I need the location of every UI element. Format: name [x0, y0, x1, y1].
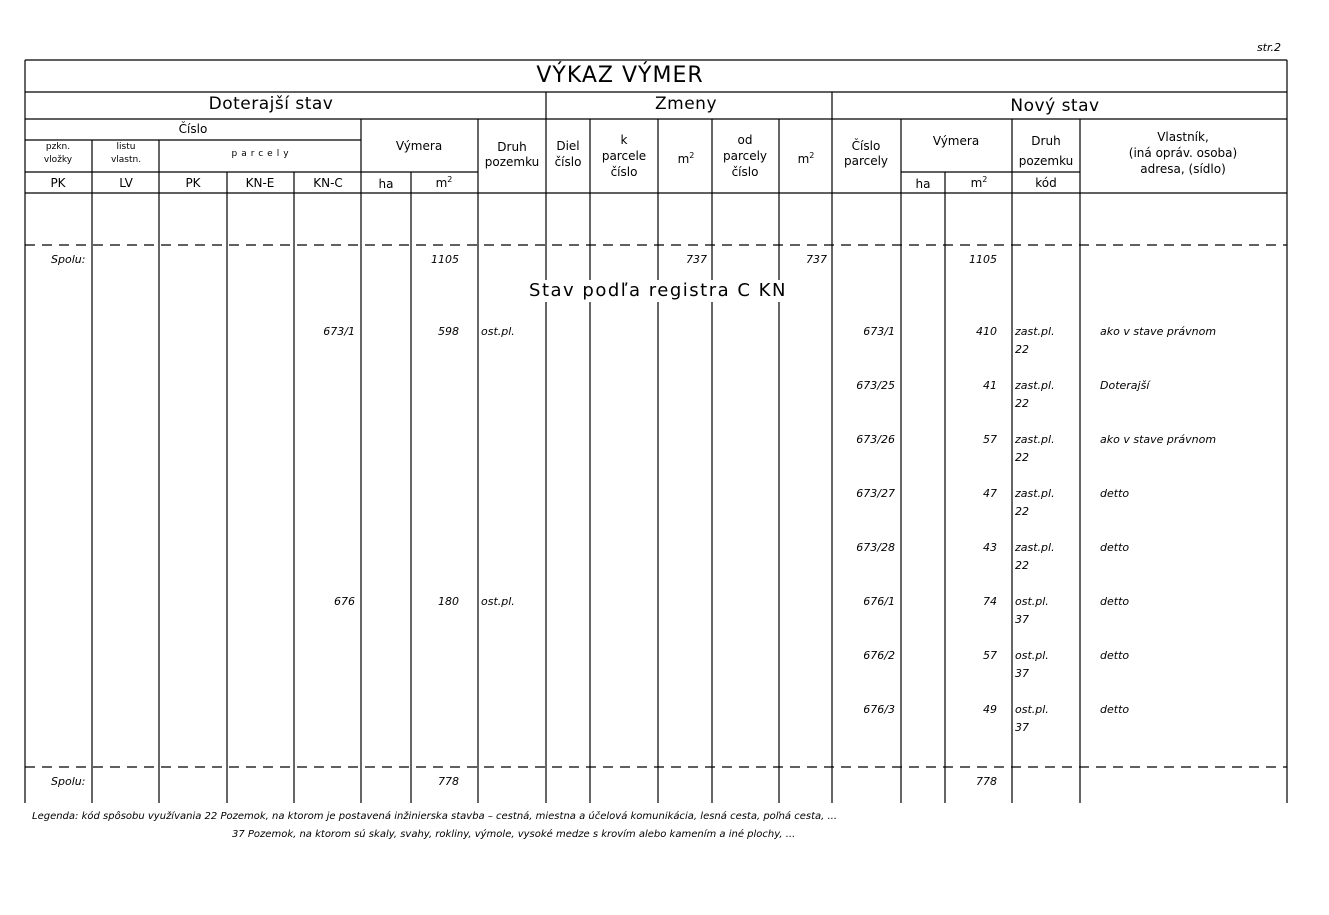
header-diel: Diel [556, 139, 580, 153]
row-owner: detto [1100, 649, 1130, 662]
row-new-m2: 43 [983, 541, 997, 554]
row-new-kod: 22 [1015, 343, 1029, 356]
spolu-bottom-old-m2: 778 [438, 775, 459, 788]
row-owner: detto [1100, 703, 1130, 716]
spolu-top-old-m2: 1105 [431, 253, 459, 266]
row-new-parcela: 673/1 [863, 325, 895, 338]
row-new-m2: 49 [983, 703, 997, 716]
spolu-top-od-m2: 737 [806, 253, 827, 266]
row-new-parcela: 673/28 [856, 541, 895, 554]
header-vlozky: vložky [43, 155, 73, 165]
legend-line-2: 37 Pozemok, na ktorom sú skaly, svahy, rokliny, výmole, vysoké medze s krovím alebo kamením a iné plochy, ... [232, 829, 796, 840]
spolu-bottom-new-m2: 778 [976, 775, 997, 788]
header-diel-cislo: číslo [554, 155, 582, 169]
row-owner: detto [1100, 487, 1130, 500]
header-kod: kód [1035, 176, 1057, 190]
header-od: od [737, 133, 753, 147]
row-new-m2: 74 [983, 595, 997, 608]
header-novy-vymera: Výmera [932, 134, 980, 148]
header-kn-c: KN-C [313, 176, 343, 190]
header-m2-old: $m^2$ [435, 175, 453, 190]
row-new-druh: zast.pl. [1015, 379, 1055, 392]
row-new-kod: 22 [1015, 559, 1029, 572]
section-zmeny: Zmeny [655, 94, 717, 114]
header-k-parcele: parcele [601, 149, 647, 163]
row-new-m2: 47 [983, 487, 997, 500]
header-m2-new: $m^2$ [970, 175, 988, 190]
row-owner: detto [1100, 595, 1130, 608]
header-k-cislo: číslo [610, 165, 638, 179]
row-new-kod: 37 [1015, 613, 1029, 626]
row-new-m2: 57 [983, 433, 997, 446]
header-novy-parcely: parcely [843, 154, 889, 168]
header-listu: listu [116, 142, 136, 152]
header-novy-ha: ha [915, 177, 931, 191]
row-owner: ako v stave právnom [1100, 433, 1217, 446]
row-new-m2: 410 [976, 325, 997, 338]
spolu-bottom-label: Spolu: [51, 775, 86, 788]
row-new-m2: 57 [983, 649, 997, 662]
row-new-druh: zast.pl. [1015, 325, 1055, 338]
row-new-parcela: 673/26 [856, 433, 895, 446]
row-new-parcela: 673/25 [856, 379, 895, 392]
spolu-top-label: Spolu: [51, 253, 86, 266]
row-new-druh: ost.pl. [1015, 703, 1049, 716]
row-new-druh: zast.pl. [1015, 487, 1055, 500]
document-title: VÝKAZ VÝMER [536, 63, 704, 88]
spolu-top-k-m2: 737 [686, 253, 707, 266]
header-lv: LV [119, 176, 133, 190]
row-old-druh: ost.pl. [481, 595, 515, 608]
row-new-druh: zast.pl. [1015, 433, 1055, 446]
row-old-druh: ost.pl. [481, 325, 515, 338]
header-adresa: adresa, (sídlo) [1140, 162, 1226, 176]
header-novy-druh: Druh [1031, 134, 1061, 148]
header-ha: ha [378, 177, 394, 191]
header-pk: PK [50, 176, 66, 190]
spolu-top-new-m2: 1105 [969, 253, 997, 266]
header-m2-k: $m^2$ [677, 151, 695, 166]
row-new-kod: 22 [1015, 397, 1029, 410]
row-old-m2: 598 [438, 325, 459, 338]
header-pzkn: pzkn. [45, 142, 71, 152]
row-new-kod: 37 [1015, 721, 1029, 734]
header-novy-pozemku: pozemku [1018, 154, 1074, 168]
header-druh: Druh [497, 140, 527, 154]
row-new-parcela: 676/1 [863, 595, 895, 608]
header-k: k [620, 133, 628, 147]
header-kn-e: KN-E [245, 176, 275, 190]
row-new-parcela: 673/27 [856, 487, 895, 500]
header-vlastnik: Vlastník, [1157, 130, 1209, 144]
header-opravnena-osoba: (iná opráv. osoba) [1128, 146, 1238, 160]
row-old-m2: 180 [438, 595, 459, 608]
row-new-parcela: 676/3 [863, 703, 895, 716]
stav-registra-label: Stav podľa registra C KN [523, 280, 793, 302]
row-new-druh: zast.pl. [1015, 541, 1055, 554]
row-new-kod: 22 [1015, 451, 1029, 464]
header-pozemku: pozemku [484, 155, 540, 169]
row-new-m2: 41 [983, 379, 997, 392]
header-od-cislo: číslo [731, 165, 759, 179]
legend-line-1: Legenda: kód spôsobu využívania 22 Pozemok, na ktorom je postavená inžinierska stavba – cestná, miestna a účelová komunikácia, lesná cesta, poľná cesta, ... [32, 811, 838, 822]
row-new-parcela: 676/2 [863, 649, 895, 662]
header-vymera: Výmera [395, 139, 443, 153]
header-parcely: parcely [231, 149, 293, 159]
header-cislo: Číslo [178, 122, 208, 136]
header-vlastn: vlastn. [110, 155, 142, 165]
header-novy-cislo: Číslo [851, 139, 881, 153]
section-novy-stav: Nový stav [1010, 96, 1100, 116]
row-old-kn-c: 673/1 [323, 325, 355, 338]
row-new-druh: ost.pl. [1015, 595, 1049, 608]
header-m2-od: $m^2$ [797, 151, 815, 166]
header-pk-parcely: PK [185, 176, 201, 190]
row-new-druh: ost.pl. [1015, 649, 1049, 662]
row-owner: Doterajší [1100, 379, 1150, 392]
row-owner: ako v stave právnom [1100, 325, 1217, 338]
section-doterajsi-stav: Doterajší stav [208, 94, 334, 114]
row-owner: detto [1100, 541, 1130, 554]
row-new-kod: 22 [1015, 505, 1029, 518]
page-number: str.2 [1256, 41, 1281, 54]
row-old-kn-c: 676 [334, 595, 355, 608]
row-new-kod: 37 [1015, 667, 1029, 680]
header-od-parcely: parcely [722, 149, 768, 163]
